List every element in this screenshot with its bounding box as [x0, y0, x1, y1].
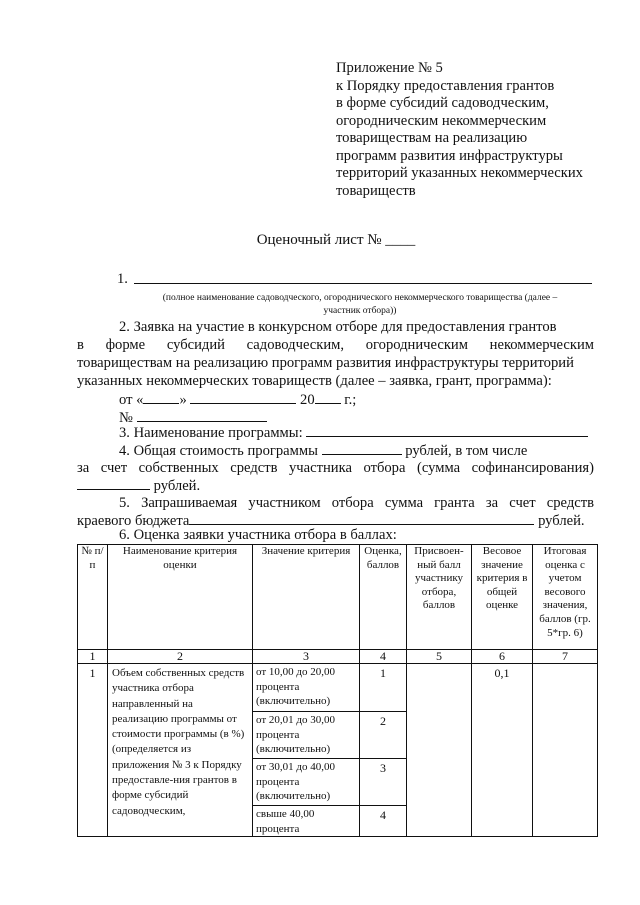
item2-line4: указанных некоммерческих товариществ (далее – заявка, грант, программа): [77, 373, 552, 389]
item1-fill-line [134, 283, 592, 284]
program-name-blank [306, 423, 588, 437]
row-criterion: Объем собственных средств участника отбора направленный на реализацию программы от стоимости программы (в %) (определяется из приложения № 3 к Порядку предоставле-ния грантов в форме субсидий садоводческим, [108, 664, 253, 837]
appendix-line: Приложение № 5 [336, 60, 443, 76]
item1-caption-line1: (полное наименование садоводческого, огороднического некоммерческого товарищества (далее – [162, 293, 558, 303]
appendix-line: территорий указанных некоммерческих [336, 165, 583, 181]
item4-text-b: рублей, в том числе [405, 443, 528, 459]
evaluation-table [77, 544, 598, 837]
month-blank [190, 390, 296, 404]
header-value: Значение критерия [253, 545, 360, 650]
header-total: Итоговая оценка с учетом весового значения, баллов (гр. 5*гр. 6) [533, 545, 598, 650]
number-blank [137, 408, 267, 422]
item1-caption [100, 292, 620, 318]
item2-date-end: г.; [344, 392, 357, 408]
item3-text: 3. Наименование программы: [119, 425, 303, 441]
criterion-score: 1 [360, 664, 407, 712]
item1-caption-line2: участник отбора)) [323, 306, 397, 316]
year-blank [315, 390, 341, 404]
column-number-row [78, 650, 598, 664]
item5-text-a: краевого бюджета [77, 513, 190, 529]
header-num: № п/п [78, 545, 108, 650]
criterion-value: от 10,00 до 20,00 процента (включительно) [253, 664, 360, 712]
item2-line1: 2. Заявка на участие в конкурсном отборе для предоставления грантов [119, 319, 557, 335]
appendix-line: огородническим некоммерческим [336, 112, 547, 129]
appendix-line: товариществам на реализацию [336, 130, 528, 146]
col-number: 6 [472, 650, 533, 664]
grant-sum-blank [189, 511, 534, 525]
item2-date-line [119, 390, 356, 410]
item4-line3 [77, 476, 200, 496]
appendix-block [336, 60, 583, 200]
col-number: 4 [360, 650, 407, 664]
table-header-row [78, 545, 598, 650]
item2-date-year: 20 [300, 392, 315, 408]
item2-line2: в форме субсидий садоводческим, огородническим некоммерческим [77, 337, 594, 353]
row-num: 1 [78, 664, 108, 837]
cofinancing-blank [77, 476, 150, 490]
assigned-score-cell [407, 664, 472, 837]
appendix-line: программ развития инфраструктуры [336, 147, 563, 164]
header-weight: Весовое значение критерия в общей оценке [472, 545, 533, 650]
item2-number-label: № [119, 410, 133, 426]
day-blank [143, 390, 179, 404]
item5-text-b: рублей. [538, 513, 585, 529]
col-number: 5 [407, 650, 472, 664]
appendix-line: в форме субсидий садоводческим, [336, 95, 549, 111]
header-assigned: Присвоен-ный балл участнику отбора, баллов [407, 545, 472, 650]
document-title: Оценочный лист № ____ [256, 232, 416, 248]
col-number: 1 [78, 650, 108, 664]
col-number: 2 [108, 650, 253, 664]
appendix-line: к Порядку предоставления грантов [336, 77, 555, 94]
row-weight: 0,1 [472, 664, 533, 837]
criterion-value: от 20,01 до 30,00 процента (включительно) [253, 712, 360, 759]
header-criterion: Наименование критерия оценки [108, 545, 253, 650]
item2-date-mid: » [179, 392, 187, 408]
program-cost-blank [322, 441, 402, 455]
criterion-value: свыше 40,00 процента [253, 806, 360, 837]
col-number: 3 [253, 650, 360, 664]
criterion-score: 2 [360, 712, 407, 759]
appendix-line: товариществ [336, 182, 416, 199]
item1-row [117, 270, 128, 289]
item4-text-a: 4. Общая стоимость программы [119, 443, 318, 459]
item1-number: 1. [117, 271, 128, 287]
criterion-score: 3 [360, 759, 407, 806]
header-score: Оценка, баллов [360, 545, 407, 650]
item5-line1: 5. Запрашиваемая участником отбора сумма гранта за счет средств [119, 495, 594, 511]
criterion-value: от 30,01 до 40,00 процента (включительно) [253, 759, 360, 806]
item2-line3: товариществам на реализацию программ развития инфраструктуры территорий [77, 355, 574, 371]
item4-line3-end: рублей. [153, 478, 201, 494]
col-number: 7 [533, 650, 598, 664]
total-score-cell [533, 664, 598, 837]
item3-line [119, 423, 588, 443]
item4-line1 [119, 441, 527, 461]
table-row [78, 664, 598, 712]
criterion-score: 4 [360, 806, 407, 837]
item2-date-from: от « [119, 392, 144, 408]
item4-line2: за счет собственных средств участника отбора (сумма софинансирования) [77, 460, 594, 476]
item6-line: 6. Оценка заявки участника отбора в баллах: [119, 527, 397, 543]
